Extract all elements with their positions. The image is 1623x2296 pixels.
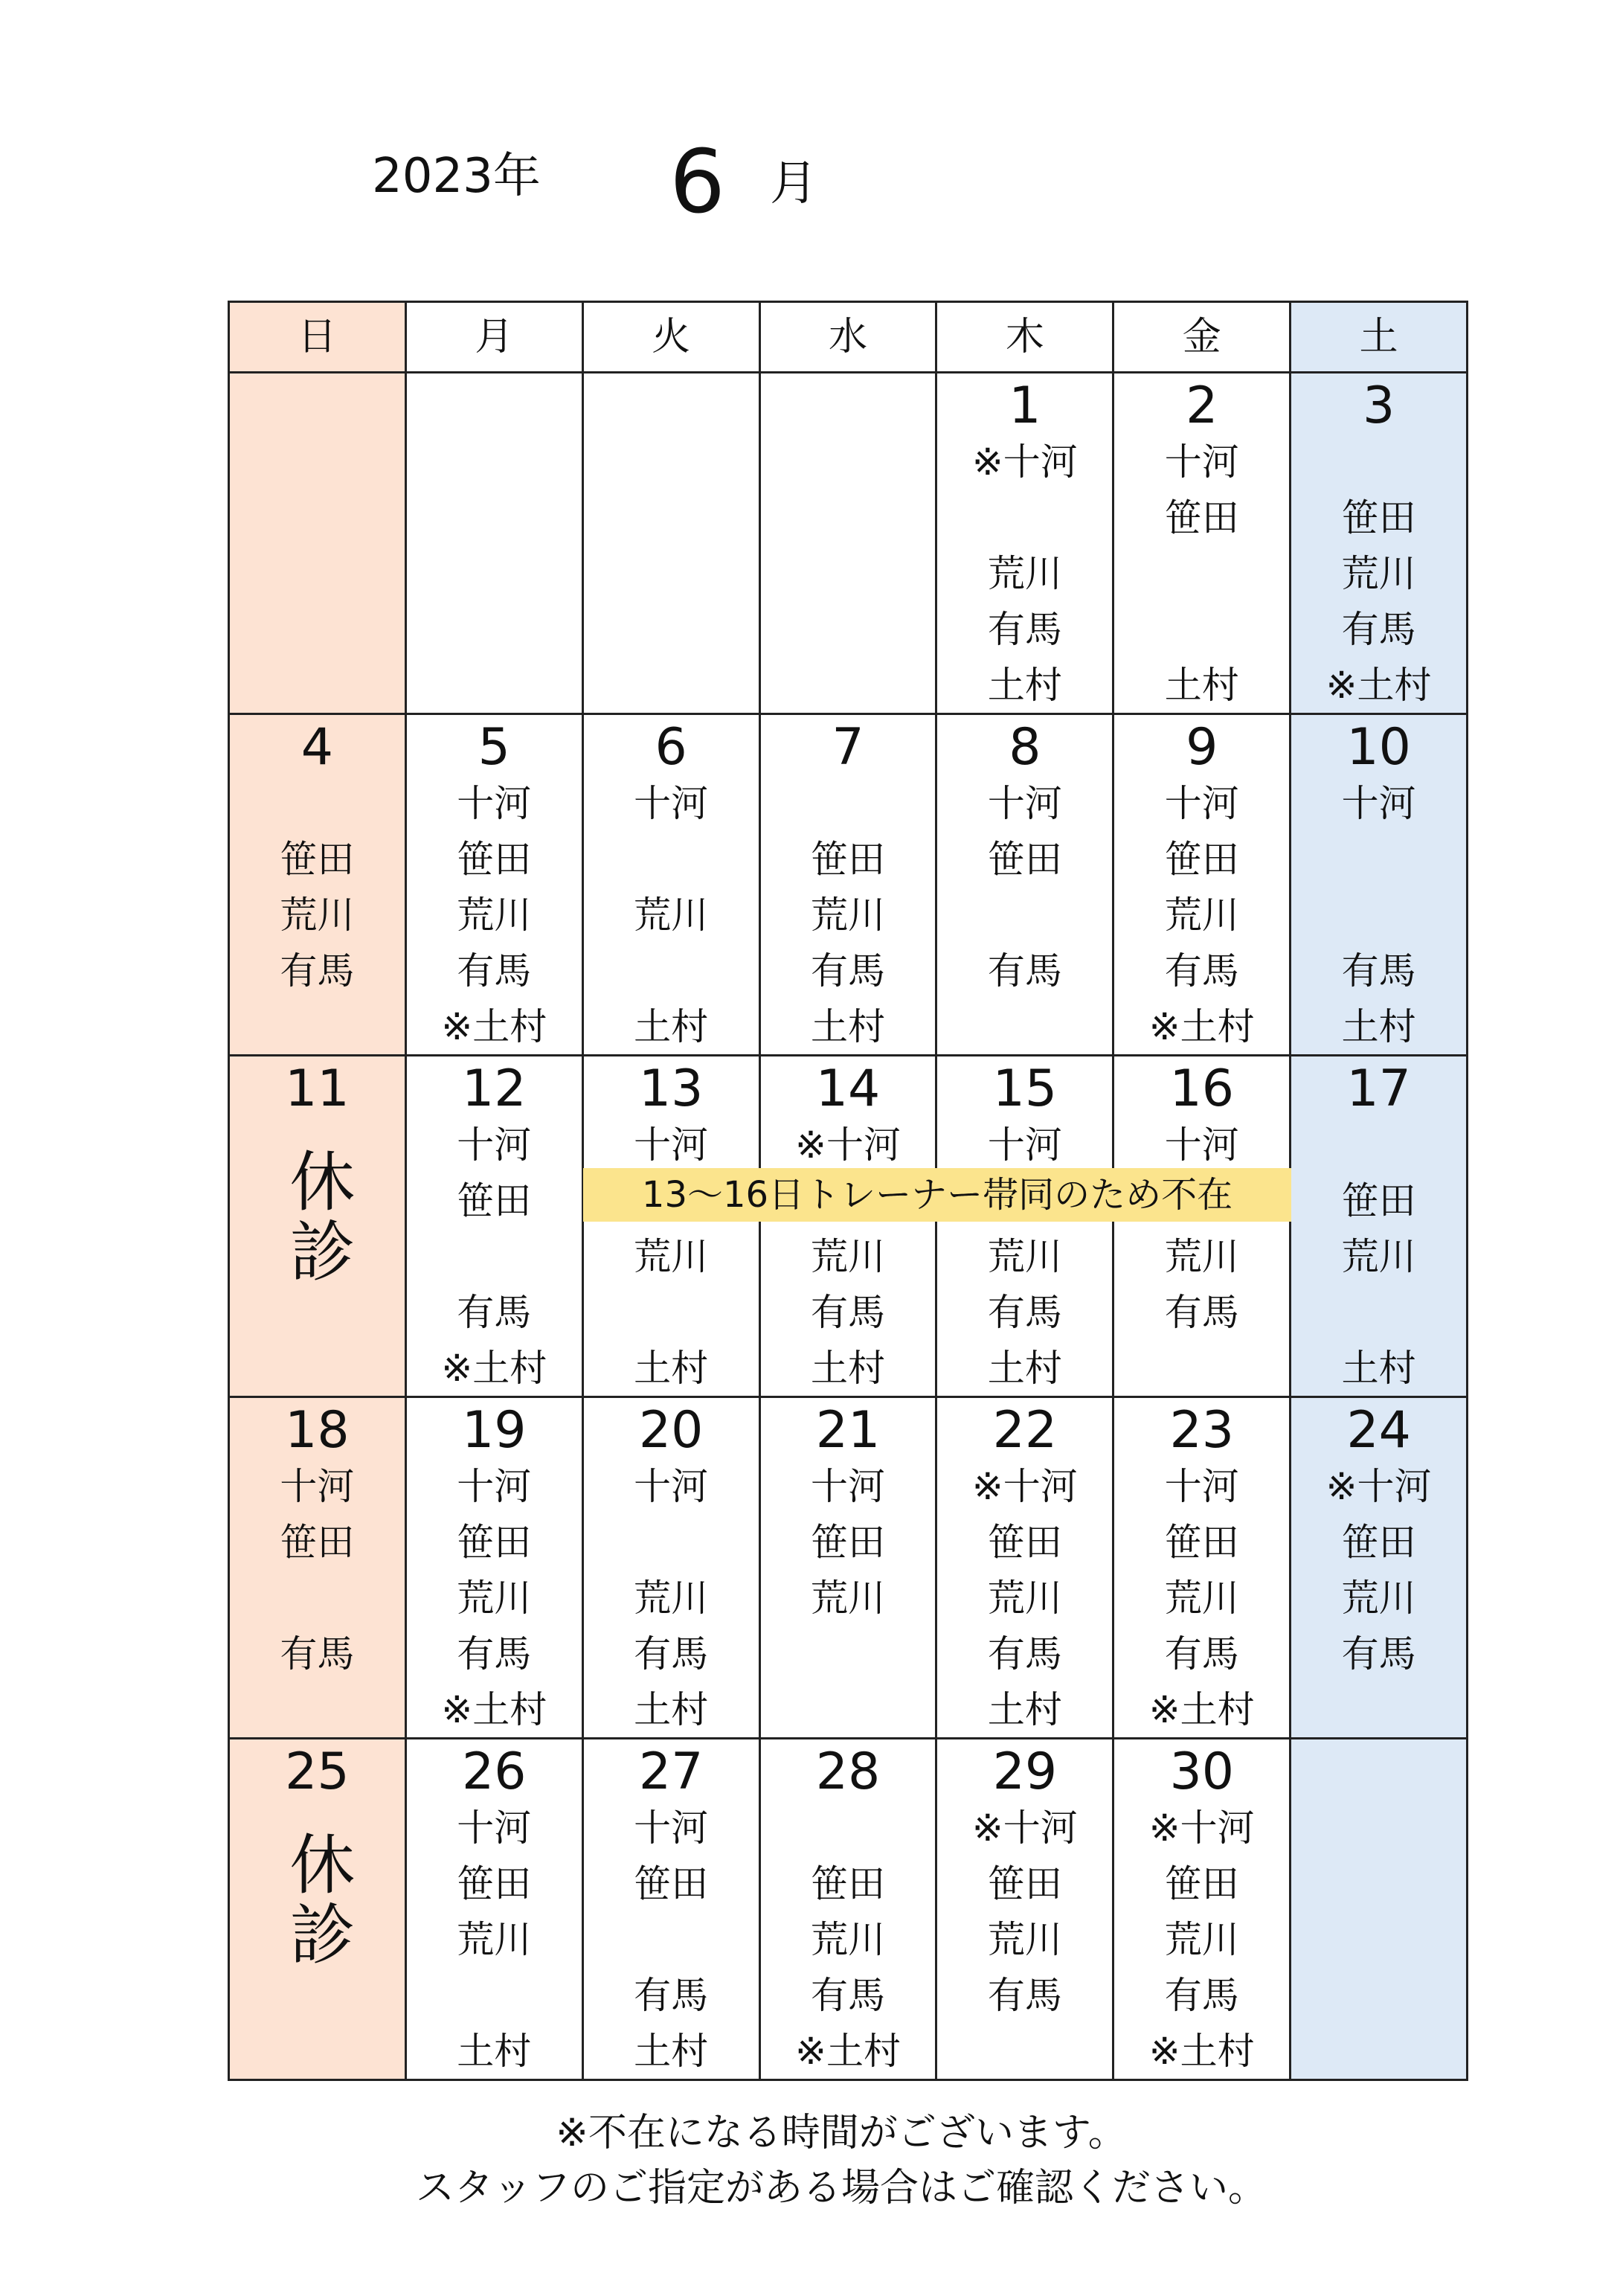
calendar-week-row (229, 714, 1468, 1056)
day-cell (759, 373, 936, 714)
day-cell-content (1291, 1401, 1466, 1737)
staff-entry (1114, 602, 1289, 658)
staff-entry: 荒川 (987, 1918, 1062, 1961)
staff-entry: 十河 (1164, 1123, 1239, 1167)
day-cell (229, 1056, 406, 1397)
staff-list (1114, 434, 1289, 714)
staff-list (937, 1800, 1112, 2079)
staff-entry: 荒川 (1341, 1577, 1416, 1620)
footnote-absence: ※不在になる時間がございます。 (556, 2111, 1127, 2155)
day-number: 12 (462, 1059, 527, 1118)
day-cell-content (937, 718, 1112, 1054)
staff-entry: 土村 (987, 664, 1062, 707)
staff-list (937, 434, 1112, 714)
staff-entry: 十河 (987, 782, 1062, 825)
staff-entry: 土村 (1341, 1347, 1416, 1390)
staff-entry: 荒川 (1164, 894, 1239, 937)
staff-entry: 有馬 (280, 1632, 355, 1675)
staff-entry (584, 832, 759, 888)
staff-entry: 荒川 (634, 894, 709, 937)
day-cell-content (937, 1742, 1112, 2079)
day-number: 6 (655, 718, 687, 777)
day-number: 1 (1009, 376, 1041, 435)
day-cell-content (1291, 376, 1466, 713)
weekday-header-thu: 木 (936, 302, 1113, 373)
day-cell (405, 1056, 582, 1397)
staff-entry: 荒川 (457, 894, 532, 937)
day-cell-content (584, 1742, 759, 2079)
staff-entry: 荒川 (1164, 1577, 1239, 1620)
staff-entry: 有馬 (811, 1974, 885, 2017)
staff-entry: 荒川 (1164, 1918, 1239, 1961)
staff-entry: 有馬 (1164, 1974, 1239, 2017)
staff-entry: 笹田 (1341, 496, 1416, 539)
day-number: 17 (1346, 1059, 1411, 1118)
day-cell-content (937, 1059, 1112, 1396)
day-number (407, 376, 582, 434)
day-cell-content (230, 718, 405, 1054)
day-cell-content (407, 376, 582, 713)
staff-entry: 土村 (811, 1005, 885, 1048)
calendar-week-row (229, 1056, 1468, 1397)
day-cell (759, 714, 936, 1056)
calendar-body (229, 373, 1468, 2080)
day-number (1291, 1742, 1466, 1800)
day-cell (1291, 1397, 1468, 1739)
day-cell (1113, 1056, 1291, 1397)
staff-entry: 笹田 (811, 1521, 885, 1564)
staff-entry (1291, 434, 1466, 490)
day-number: 21 (815, 1401, 881, 1460)
staff-entry (761, 776, 936, 832)
staff-list (230, 1459, 405, 1738)
title-month-label: 月 (770, 156, 817, 211)
staff-entry: 土村 (987, 1688, 1062, 1731)
staff-list (937, 776, 1112, 1055)
day-number: 27 (638, 1742, 704, 1801)
day-number: 9 (1186, 718, 1218, 777)
staff-entry: 十河 (457, 1806, 532, 1850)
day-number: 29 (992, 1742, 1058, 1801)
day-number: 8 (1009, 718, 1041, 777)
staff-entry (1291, 1285, 1466, 1341)
staff-entry (937, 2024, 1112, 2079)
staff-list (1114, 1459, 1289, 1738)
day-cell (229, 1397, 406, 1739)
staff-entry: 笹田 (1164, 838, 1239, 881)
staff-entry (761, 1626, 936, 1682)
day-cell (405, 1397, 582, 1739)
staff-list (1291, 1459, 1466, 1738)
day-number: 13 (638, 1059, 704, 1118)
staff-entry: 土村 (987, 1347, 1062, 1390)
staff-entry: 笹田 (987, 1862, 1062, 1905)
staff-list (230, 776, 405, 1055)
day-number: 10 (1346, 718, 1411, 777)
staff-entry (1114, 1341, 1289, 1396)
staff-entry: 十河 (811, 1465, 885, 1508)
staff-entry: 笹田 (634, 1862, 709, 1905)
day-number: 2 (1186, 376, 1218, 435)
day-cell (229, 1739, 406, 2080)
staff-entry: 十河 (1341, 782, 1416, 825)
staff-entry: 荒川 (811, 894, 885, 937)
day-number: 20 (638, 1401, 704, 1460)
staff-list (584, 776, 759, 1055)
staff-entry: 笹田 (280, 838, 355, 881)
staff-entry: 荒川 (987, 1577, 1062, 1620)
day-cell-content (584, 376, 759, 713)
staff-entry (230, 776, 405, 832)
day-cell-content (407, 718, 582, 1054)
staff-entry: 十河 (280, 1465, 355, 1508)
day-cell (1291, 373, 1468, 714)
staff-entry: 土村 (634, 2030, 709, 2073)
staff-entry: 荒川 (1341, 552, 1416, 595)
day-cell (582, 1056, 759, 1397)
day-cell-content (1114, 376, 1289, 713)
staff-entry (761, 1800, 936, 1856)
staff-entry: 十河 (634, 1806, 709, 1850)
day-cell-content (230, 1742, 405, 2079)
staff-entry: 土村 (457, 2030, 532, 2073)
day-cell-content (761, 1401, 936, 1737)
staff-entry: 有馬 (1341, 949, 1416, 993)
day-number: 16 (1169, 1059, 1234, 1118)
day-cell (936, 1739, 1113, 2080)
staff-entry: ※土村 (441, 1688, 547, 1731)
day-number: 14 (815, 1059, 881, 1118)
staff-entry: ※土村 (441, 1005, 547, 1048)
day-cell (1113, 1739, 1291, 2080)
day-number: 11 (285, 1059, 350, 1118)
day-cell-content (1114, 1742, 1289, 2079)
staff-entry: 十河 (634, 782, 709, 825)
staff-entry: 十河 (457, 782, 532, 825)
staff-entry: 笹田 (1164, 1521, 1239, 1564)
weekday-header-wed: 水 (759, 302, 936, 373)
day-number: 26 (462, 1742, 527, 1801)
staff-entry (584, 943, 759, 999)
weekday-header-sun: 日 (229, 302, 406, 373)
day-number: 15 (992, 1059, 1058, 1118)
day-cell (759, 1056, 936, 1397)
staff-list (584, 1800, 759, 2079)
weekday-header-fri: 金 (1113, 302, 1291, 373)
day-number: 24 (1346, 1401, 1411, 1460)
staff-entry: ※土村 (1148, 2030, 1255, 2073)
staff-entry: ※十河 (971, 1806, 1078, 1850)
staff-entry: 十河 (457, 1123, 532, 1167)
weekday-header-mon: 月 (405, 302, 582, 373)
day-cell-content (1291, 1059, 1466, 1396)
title-year: 2023年 (372, 149, 541, 204)
staff-entry: 有馬 (987, 949, 1062, 993)
day-cell-content (584, 1059, 759, 1396)
day-cell-content (1291, 718, 1466, 1054)
staff-entry: 笹田 (987, 838, 1062, 881)
staff-entry: 有馬 (457, 1632, 532, 1675)
staff-entry: ※土村 (1148, 1688, 1255, 1731)
staff-list (1291, 1117, 1466, 1396)
staff-entry: 有馬 (280, 949, 355, 993)
day-cell (936, 1397, 1113, 1739)
day-cell (229, 373, 406, 714)
staff-list (937, 1459, 1112, 1738)
staff-entry (761, 1682, 936, 1738)
staff-entry: 有馬 (457, 1291, 532, 1334)
staff-entry: 笹田 (987, 1521, 1062, 1564)
staff-list (761, 1459, 936, 1738)
trainer-absence-notice: 13〜16日トレーナー帯同のため不在 (583, 1168, 1291, 1222)
day-cell (1113, 1397, 1291, 1739)
day-cell-content (761, 718, 936, 1054)
staff-list (1291, 434, 1466, 714)
weekday-header-sat: 土 (1291, 302, 1468, 373)
staff-entry: 有馬 (987, 1632, 1062, 1675)
staff-entry: 土村 (811, 1347, 885, 1390)
staff-entry: ※土村 (795, 2030, 901, 2073)
staff-entry: 土村 (634, 1005, 709, 1048)
staff-list (407, 1459, 582, 1738)
staff-entry: 十河 (987, 1123, 1062, 1167)
staff-entry (230, 1571, 405, 1626)
staff-entry (937, 999, 1112, 1055)
staff-entry: ※十河 (1325, 1465, 1432, 1508)
staff-entry: 荒川 (280, 894, 355, 937)
staff-entry: 笹田 (457, 1521, 532, 1564)
day-cell-content (230, 1401, 405, 1737)
staff-entry: 有馬 (987, 608, 1062, 651)
staff-entry: ※十河 (1148, 1806, 1255, 1850)
staff-entry: ※十河 (795, 1123, 901, 1167)
day-number (230, 376, 405, 434)
day-cell-content (1114, 1401, 1289, 1737)
day-cell (1291, 1739, 1468, 2080)
day-cell (1113, 373, 1291, 714)
day-cell (582, 1397, 759, 1739)
day-number: 22 (992, 1401, 1058, 1460)
staff-entry: 有馬 (987, 1974, 1062, 2017)
staff-entry: 笹田 (1164, 1862, 1239, 1905)
staff-list (584, 1459, 759, 1738)
staff-entry: 荒川 (1341, 1235, 1416, 1278)
staff-entry: 土村 (1341, 1005, 1416, 1048)
staff-entry: 荒川 (811, 1918, 885, 1961)
staff-entry: 荒川 (1164, 1235, 1239, 1278)
staff-entry: 有馬 (457, 949, 532, 993)
day-cell-content (937, 1401, 1112, 1737)
staff-list (761, 776, 936, 1055)
staff-entry (584, 1912, 759, 1968)
staff-list (407, 776, 582, 1055)
staff-entry: 荒川 (457, 1577, 532, 1620)
staff-entry (230, 1682, 405, 1738)
day-number: 25 (285, 1742, 350, 1801)
staff-entry (584, 1515, 759, 1571)
day-cell (582, 1739, 759, 2080)
staff-list (1114, 776, 1289, 1055)
staff-entry: ※十河 (971, 440, 1078, 484)
day-cell-content (761, 376, 936, 713)
day-cell-content (761, 1059, 936, 1396)
staff-entry: 十河 (1164, 1465, 1239, 1508)
footnotes (0, 2106, 1623, 2216)
calendar-title (0, 0, 1623, 268)
day-number: 5 (478, 718, 510, 777)
staff-entry: 笹田 (280, 1521, 355, 1564)
weekday-header-row (229, 302, 1468, 373)
calendar-week-row (229, 1739, 1468, 2080)
day-number: 18 (285, 1401, 350, 1460)
day-cell-content (407, 1401, 582, 1737)
day-cell-content (761, 1742, 936, 2079)
staff-entry: 荒川 (987, 552, 1062, 595)
staff-entry: 笹田 (457, 838, 532, 881)
day-cell (759, 1397, 936, 1739)
staff-entry: 土村 (1164, 664, 1239, 707)
staff-entry: 笹田 (457, 1862, 532, 1905)
staff-entry: 有馬 (1164, 1632, 1239, 1675)
day-cell-content (937, 376, 1112, 713)
staff-entry: 有馬 (1164, 949, 1239, 993)
staff-entry: 笹田 (811, 1862, 885, 1905)
staff-list (1114, 1117, 1289, 1396)
staff-entry (1114, 546, 1289, 602)
day-number (761, 376, 936, 434)
staff-entry (1291, 1117, 1466, 1173)
day-cell (582, 714, 759, 1056)
day-cell-content (1114, 718, 1289, 1054)
staff-entry: 荒川 (634, 1577, 709, 1620)
day-cell (936, 1056, 1113, 1397)
staff-entry (1291, 888, 1466, 943)
day-cell-content (230, 376, 405, 713)
staff-entry: 十河 (634, 1465, 709, 1508)
day-cell-content (584, 718, 759, 1054)
calendar-week-row (229, 1397, 1468, 1739)
staff-entry: 有馬 (987, 1291, 1062, 1334)
day-cell-content (407, 1742, 582, 2079)
staff-entry: 有馬 (1341, 1632, 1416, 1675)
staff-entry (407, 1968, 582, 2024)
staff-entry: 荒川 (987, 1235, 1062, 1278)
day-number: 28 (815, 1742, 881, 1801)
day-cell (1113, 714, 1291, 1056)
title-month: 6 (669, 130, 726, 233)
footnote-staff-request: スタッフのご指定がある場合はご確認ください。 (415, 2166, 1267, 2210)
day-cell (405, 373, 582, 714)
calendar-week-row (229, 373, 1468, 714)
weekday-header-tue: 火 (582, 302, 759, 373)
day-cell (936, 714, 1113, 1056)
day-number: 23 (1169, 1401, 1234, 1460)
staff-entry: 土村 (634, 1347, 709, 1390)
staff-entry: ※土村 (1325, 664, 1432, 707)
staff-entry: 荒川 (457, 1918, 532, 1961)
staff-entry: 土村 (634, 1688, 709, 1731)
day-cell-content (407, 1059, 582, 1396)
staff-entry: 十河 (1164, 782, 1239, 825)
day-cell-content (1291, 1742, 1466, 2079)
staff-entry: 有馬 (811, 949, 885, 993)
staff-list (407, 1800, 582, 2079)
staff-list (937, 1117, 1112, 1396)
staff-entry: 有馬 (1164, 1291, 1239, 1334)
staff-entry (407, 1229, 582, 1285)
staff-entry: 有馬 (811, 1291, 885, 1334)
day-cell (405, 1739, 582, 2080)
closed-day-label: 休診 (279, 1830, 356, 1970)
day-cell-content (1114, 1059, 1289, 1396)
day-number: 7 (832, 718, 864, 777)
staff-entry: 十河 (634, 1123, 709, 1167)
staff-entry: 笹田 (1341, 1521, 1416, 1564)
staff-entry: ※土村 (1148, 1005, 1255, 1048)
day-cell-content (230, 1059, 405, 1396)
day-number: 3 (1362, 376, 1395, 435)
staff-entry: 十河 (1164, 440, 1239, 484)
day-cell (229, 714, 406, 1056)
day-cell (1291, 714, 1468, 1056)
day-cell (759, 1739, 936, 2080)
staff-entry (1291, 832, 1466, 888)
staff-entry: 有馬 (1341, 608, 1416, 651)
day-number: 4 (301, 718, 334, 777)
staff-entry: 有馬 (634, 1632, 709, 1675)
staff-entry: ※十河 (971, 1465, 1078, 1508)
day-cell (1291, 1056, 1468, 1397)
day-number: 19 (462, 1401, 527, 1460)
staff-list (584, 1117, 759, 1396)
staff-entry: 笹田 (1164, 496, 1239, 539)
day-cell-content (584, 1401, 759, 1737)
day-cell (405, 714, 582, 1056)
staff-entry: ※土村 (441, 1347, 547, 1390)
day-number (584, 376, 759, 434)
staff-entry: 笹田 (811, 838, 885, 881)
staff-list (761, 1800, 936, 2079)
day-cell (582, 373, 759, 714)
day-number: 30 (1169, 1742, 1234, 1801)
staff-entry: 笹田 (1341, 1179, 1416, 1222)
staff-list (1114, 1800, 1289, 2079)
staff-entry (230, 999, 405, 1055)
staff-entry: 笹田 (457, 1179, 532, 1222)
staff-list (761, 1117, 936, 1396)
staff-entry (937, 490, 1112, 546)
staff-entry: 十河 (457, 1465, 532, 1508)
day-cell (936, 373, 1113, 714)
staff-entry: 荒川 (634, 1235, 709, 1278)
staff-entry (584, 1285, 759, 1341)
closed-day-label: 休診 (279, 1147, 356, 1287)
staff-list (407, 1117, 582, 1396)
staff-entry: 有馬 (634, 1974, 709, 2017)
staff-entry: 荒川 (811, 1577, 885, 1620)
staff-entry (937, 888, 1112, 943)
staff-entry: 荒川 (811, 1235, 885, 1278)
staff-list (1291, 776, 1466, 1055)
staff-entry (1291, 1682, 1466, 1738)
